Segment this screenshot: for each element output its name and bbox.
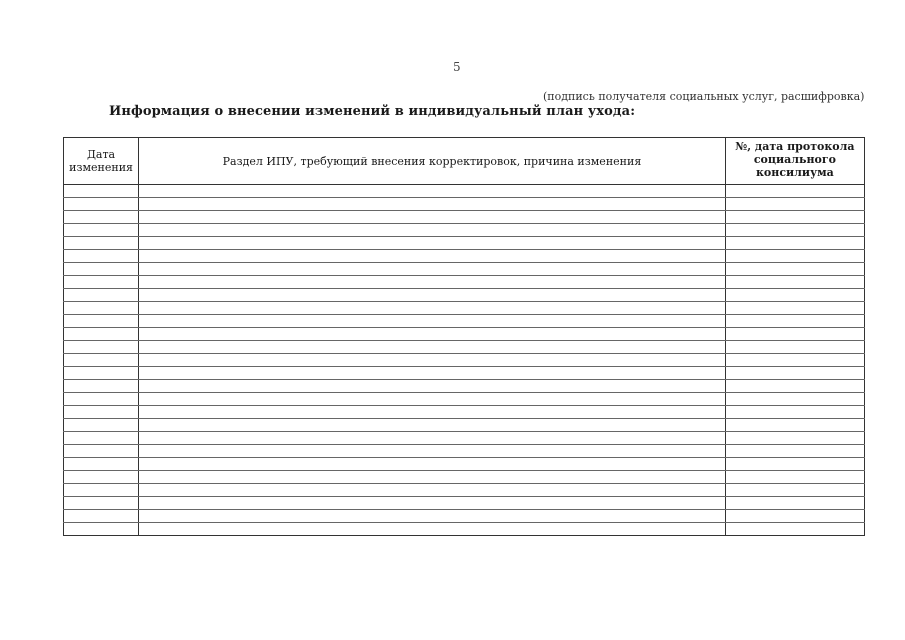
protocol-cell bbox=[725, 510, 864, 523]
section-cell bbox=[139, 302, 726, 315]
section-cell bbox=[139, 510, 726, 523]
table-row bbox=[64, 393, 865, 406]
table-row bbox=[64, 445, 865, 458]
header-section: Раздел ИПУ, требующий внесения корректировок, причина изменения bbox=[139, 138, 726, 185]
protocol-cell bbox=[725, 250, 864, 263]
table-row bbox=[64, 367, 865, 380]
protocol-cell bbox=[725, 211, 864, 224]
section-cell bbox=[139, 406, 726, 419]
date-cell bbox=[64, 211, 139, 224]
table-row bbox=[64, 198, 865, 211]
section-cell bbox=[139, 341, 726, 354]
date-cell bbox=[64, 354, 139, 367]
protocol-cell bbox=[725, 458, 864, 471]
table-row bbox=[64, 354, 865, 367]
table-row bbox=[64, 250, 865, 263]
section-cell bbox=[139, 393, 726, 406]
section-cell bbox=[139, 432, 726, 445]
date-cell bbox=[64, 185, 139, 198]
section-cell bbox=[139, 250, 726, 263]
table-row bbox=[64, 237, 865, 250]
table-row bbox=[64, 211, 865, 224]
date-cell bbox=[64, 484, 139, 497]
date-cell bbox=[64, 302, 139, 315]
section-cell bbox=[139, 419, 726, 432]
section-title: Информация о внесении изменений в индивидуальный план ухода: bbox=[109, 104, 636, 119]
section-cell bbox=[139, 445, 726, 458]
protocol-cell bbox=[725, 523, 864, 536]
date-cell bbox=[64, 367, 139, 380]
table-row bbox=[64, 432, 865, 445]
protocol-cell bbox=[725, 276, 864, 289]
table-row bbox=[64, 328, 865, 341]
section-cell bbox=[139, 354, 726, 367]
date-cell bbox=[64, 263, 139, 276]
protocol-cell bbox=[725, 237, 864, 250]
protocol-cell bbox=[725, 393, 864, 406]
protocol-cell bbox=[725, 198, 864, 211]
date-cell bbox=[64, 445, 139, 458]
date-cell bbox=[64, 523, 139, 536]
section-cell bbox=[139, 497, 726, 510]
section-cell bbox=[139, 211, 726, 224]
protocol-cell bbox=[725, 341, 864, 354]
protocol-cell bbox=[725, 289, 864, 302]
changes-table bbox=[63, 137, 865, 536]
table-row bbox=[64, 302, 865, 315]
protocol-cell bbox=[725, 328, 864, 341]
table-header-row bbox=[64, 138, 865, 185]
section-cell bbox=[139, 367, 726, 380]
header-date: Дата изменения bbox=[64, 138, 139, 185]
section-cell bbox=[139, 198, 726, 211]
table-body bbox=[64, 185, 865, 536]
table-row bbox=[64, 484, 865, 497]
protocol-cell bbox=[725, 354, 864, 367]
protocol-cell bbox=[725, 263, 864, 276]
protocol-cell bbox=[725, 419, 864, 432]
protocol-cell bbox=[725, 302, 864, 315]
table-row bbox=[64, 458, 865, 471]
table-row bbox=[64, 510, 865, 523]
section-cell bbox=[139, 328, 726, 341]
protocol-cell bbox=[725, 224, 864, 237]
date-cell bbox=[64, 328, 139, 341]
protocol-cell bbox=[725, 315, 864, 328]
table-row bbox=[64, 497, 865, 510]
section-cell bbox=[139, 484, 726, 497]
date-cell bbox=[64, 393, 139, 406]
protocol-cell bbox=[725, 367, 864, 380]
section-cell bbox=[139, 263, 726, 276]
protocol-cell bbox=[725, 484, 864, 497]
section-cell bbox=[139, 458, 726, 471]
section-cell bbox=[139, 289, 726, 302]
date-cell bbox=[64, 497, 139, 510]
table-row bbox=[64, 406, 865, 419]
section-cell bbox=[139, 185, 726, 198]
date-cell bbox=[64, 458, 139, 471]
table-row bbox=[64, 380, 865, 393]
date-cell bbox=[64, 289, 139, 302]
table-row bbox=[64, 224, 865, 237]
date-cell bbox=[64, 471, 139, 484]
date-cell bbox=[64, 419, 139, 432]
table-row bbox=[64, 341, 865, 354]
date-cell bbox=[64, 432, 139, 445]
date-cell bbox=[64, 250, 139, 263]
date-cell bbox=[64, 380, 139, 393]
protocol-cell bbox=[725, 185, 864, 198]
protocol-cell bbox=[725, 432, 864, 445]
date-cell bbox=[64, 224, 139, 237]
page-number: 5 bbox=[453, 60, 461, 74]
date-cell bbox=[64, 315, 139, 328]
date-cell bbox=[64, 237, 139, 250]
table-row bbox=[64, 315, 865, 328]
section-cell bbox=[139, 276, 726, 289]
protocol-cell bbox=[725, 406, 864, 419]
protocol-cell bbox=[725, 380, 864, 393]
section-cell bbox=[139, 315, 726, 328]
date-cell bbox=[64, 406, 139, 419]
table-row bbox=[64, 185, 865, 198]
table-row bbox=[64, 471, 865, 484]
section-cell bbox=[139, 380, 726, 393]
table-row bbox=[64, 263, 865, 276]
date-cell bbox=[64, 276, 139, 289]
protocol-cell bbox=[725, 497, 864, 510]
table-row bbox=[64, 419, 865, 432]
table-row bbox=[64, 276, 865, 289]
date-cell bbox=[64, 198, 139, 211]
table-row bbox=[64, 523, 865, 536]
section-cell bbox=[139, 471, 726, 484]
section-cell bbox=[139, 237, 726, 250]
section-cell bbox=[139, 523, 726, 536]
protocol-cell bbox=[725, 445, 864, 458]
table-row bbox=[64, 289, 865, 302]
signature-caption: (подпись получателя социальных услуг, расшифровка) bbox=[543, 90, 865, 103]
section-cell bbox=[139, 224, 726, 237]
date-cell bbox=[64, 341, 139, 354]
protocol-cell bbox=[725, 471, 864, 484]
header-protocol: №, дата протокола социального консилиума bbox=[725, 138, 864, 185]
date-cell bbox=[64, 510, 139, 523]
